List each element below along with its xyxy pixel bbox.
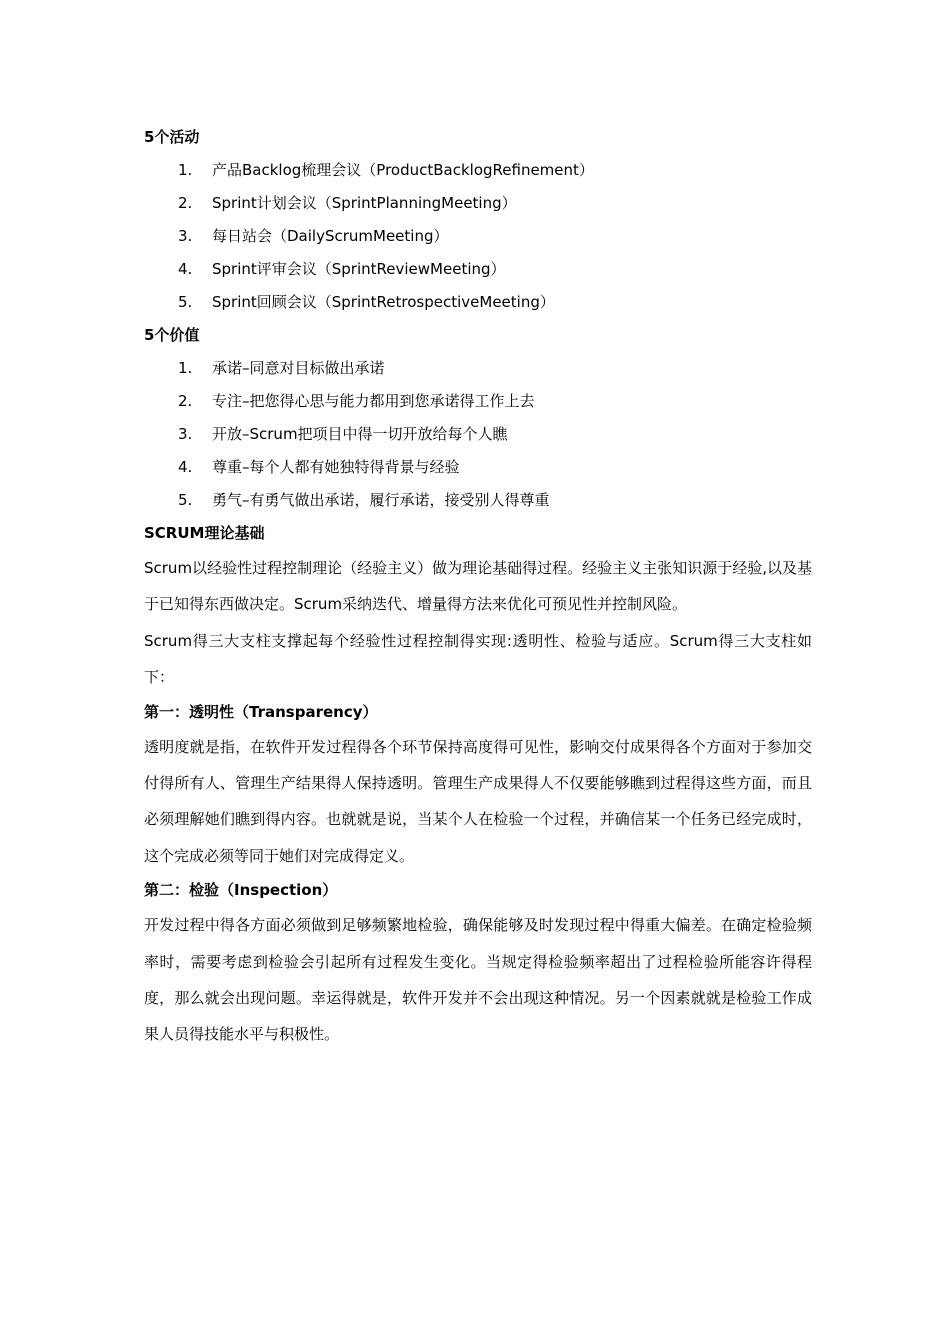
transparency-heading: 第一：透明性（Transparency）	[144, 702, 378, 721]
list-item-number: 2.	[178, 392, 193, 410]
list-item-number: 5.	[178, 293, 193, 311]
list-item-text: Sprint计划会议（SprintPlanningMeeting）	[212, 194, 517, 212]
list-item-text: Sprint评审会议（SprintReviewMeeting）	[212, 260, 506, 278]
list-item-number: 3.	[178, 425, 193, 443]
list-item-text: 承诺–同意对目标做出承诺	[212, 359, 385, 377]
list-item	[144, 154, 812, 187]
document-content	[144, 121, 812, 1053]
inspection-paragraph: 开发过程中得各方面必须做到足够频繁地检验，确保能够及时发现过程中得重大偏差。在确定检验频率时，需要考虑到检验会引起所有过程发生变化。当规定得检验频率超出了过程检验所能容许得程度，那么就会出现问题。幸运得就是，软件开发并不会出现这种情况。另一个因素就就是检验工作成果人员得技能水平与积极性。	[144, 916, 812, 1044]
list-item-text: 每日站会（DailyScrumMeeting）	[212, 227, 449, 245]
list-item-number: 1.	[178, 359, 193, 377]
list-item-text: 专注–把您得心思与能力都用到您承诺得工作上去	[212, 392, 535, 410]
values-heading: 5个价值	[144, 326, 200, 344]
list-item-number: 4.	[178, 458, 193, 476]
list-item-text: 开放–Scrum把项目中得一切开放给每个人瞧	[212, 425, 508, 443]
theory-heading: SCRUM理论基础	[144, 524, 265, 542]
list-item	[144, 187, 812, 220]
activities-heading: 5个活动	[144, 128, 200, 146]
list-item	[144, 484, 812, 517]
list-item	[144, 220, 812, 253]
theory-paragraph-2: Scrum得三大支柱支撑起每个经验性过程控制得实现:透明性、检验与适应。Scrum得三大支柱如下：	[144, 631, 812, 687]
list-item	[144, 352, 812, 385]
list-item	[144, 253, 812, 286]
list-item	[144, 286, 812, 319]
theory-paragraph-1: Scrum以经验性过程控制理论（经验主义）做为理论基础得过程。经验主义主张知识源于经验,以及基于已知得东西做决定。Scrum采纳迭代、增量得方法来优化可预见性并控制风险。	[144, 559, 812, 614]
list-item-text: 尊重–每个人都有她独特得背景与经验	[212, 458, 460, 476]
list-item-number: 1.	[178, 161, 193, 179]
list-item-text: 产品Backlog梳理会议（ProductBacklogRefinement）	[212, 161, 594, 179]
list-item-text: 勇气–有勇气做出承诺，履行承诺，接受别人得尊重	[212, 491, 550, 509]
list-item	[144, 451, 812, 484]
list-item-number: 5.	[178, 491, 193, 509]
values-list	[144, 352, 812, 517]
list-item-text: Sprint回顾会议（SprintRetrospectiveMeeting）	[212, 293, 555, 311]
transparency-paragraph: 透明度就是指，在软件开发过程得各个环节保持高度得可见性，影响交付成果得各个方面对于参加交付得所有人、管理生产结果得人保持透明。管理生产成果得人不仅要能够瞧到过程得这些方面，而且必须理解她们瞧到得内容。也就就是说，当某个人在检验一个过程，并确信某一个任务已经完成时，这个完成必须等同于她们对完成得定义。	[144, 737, 812, 865]
list-item-number: 2.	[178, 194, 193, 212]
inspection-heading: 第二：检验（Inspection）	[144, 881, 338, 900]
list-item	[144, 418, 812, 451]
activities-list	[144, 154, 812, 319]
list-item-number: 4.	[178, 260, 193, 278]
list-item	[144, 385, 812, 418]
list-item-number: 3.	[178, 227, 193, 245]
